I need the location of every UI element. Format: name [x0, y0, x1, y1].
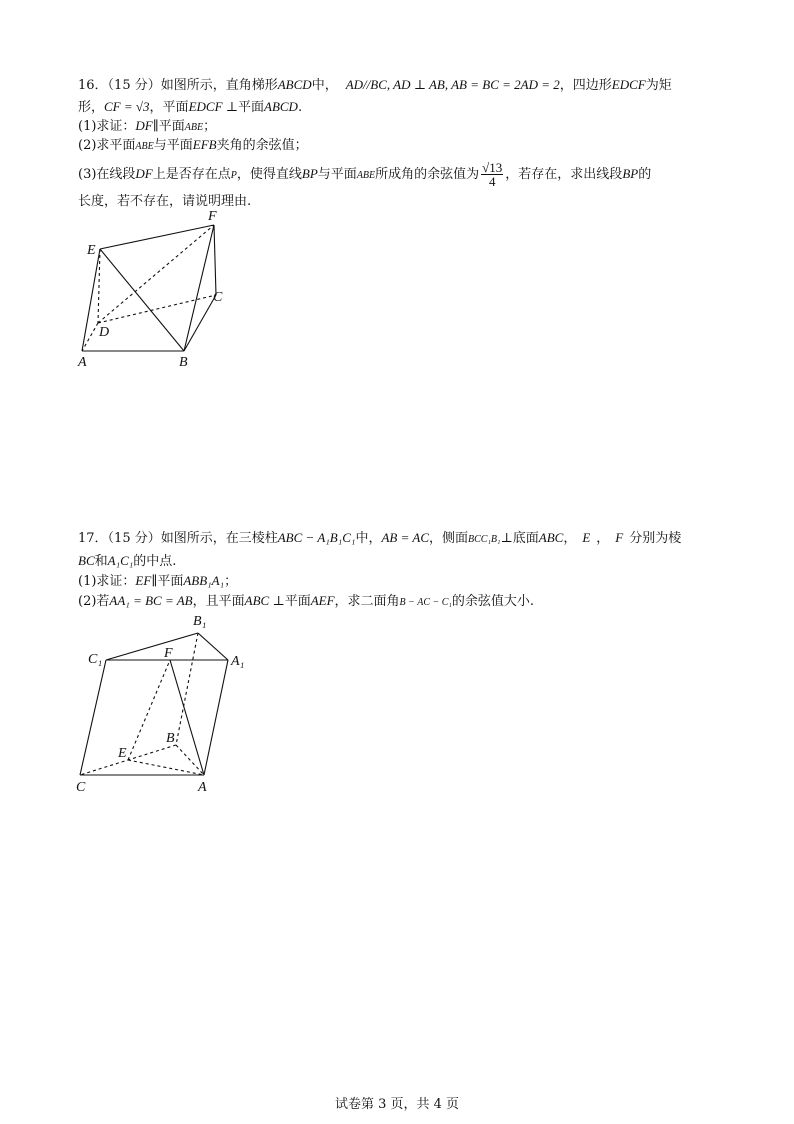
label-B: B — [179, 355, 188, 370]
label-F: F — [164, 646, 173, 661]
label-C1: C₁ — [88, 652, 103, 667]
q17-part-2: (2)若AA₁ = BC = AB，且平面ABC ⊥平面AEF，求二面角B − AC − C₁的余弦值大小. — [78, 593, 535, 609]
q16-line-1: 16．（15 分）如图所示，直角梯形ABCD中， AD//BC, AD ⊥ AB, AB = BC = 2AD = 2，四边形EDCF为矩 — [78, 77, 672, 93]
q16-part-2: (2)求平面ABE与平面EFB夹角的余弦值； — [78, 137, 308, 153]
q16-part-3: (3)在线段DF上是否存在点P，使得直线BP与平面ABE所成角的余弦值为 $\frac{√13}{4}$ ，若存在，求出线段BP的 — [78, 160, 652, 189]
label-D: D — [99, 325, 110, 340]
label-F: F — [208, 209, 217, 224]
q16-figure — [70, 205, 240, 375]
label-E: E — [87, 243, 96, 258]
q17-figure — [72, 605, 262, 800]
label-A1: A₁ — [231, 654, 245, 669]
q16-part-1: (1)求证：DF∥平面ABE； — [78, 118, 217, 134]
q17-line-2: BC和A₁C₁的中点. — [78, 553, 177, 569]
label-A: A — [198, 780, 207, 795]
label-A: A — [78, 355, 87, 370]
label-C: C — [76, 780, 86, 795]
page-footer: 试卷第 3 页，共 4 页 — [334, 1097, 460, 1112]
q17-part-1: (1)求证：EF∥平面ABB₁A₁； — [78, 573, 238, 589]
label-E: E — [118, 746, 127, 761]
label-B: B — [166, 731, 175, 746]
q16-line-6: 长度，若不存在，请说明理由. — [78, 194, 252, 209]
q17-line-1: 17．（15 分）如图所示，在三棱柱ABC − A₁B₁C₁中，AB = AC，侧面BCC₁B₁⊥底面ABC， E ， F 分别为棱 — [78, 530, 682, 546]
fraction: $\frac{√13}{4}$ — [482, 160, 503, 189]
label-C: C — [213, 290, 223, 305]
label-B1: B₁ — [193, 614, 207, 629]
q16-line-2: 形，CF = √3，平面EDCF ⊥平面ABCD. — [78, 99, 303, 115]
